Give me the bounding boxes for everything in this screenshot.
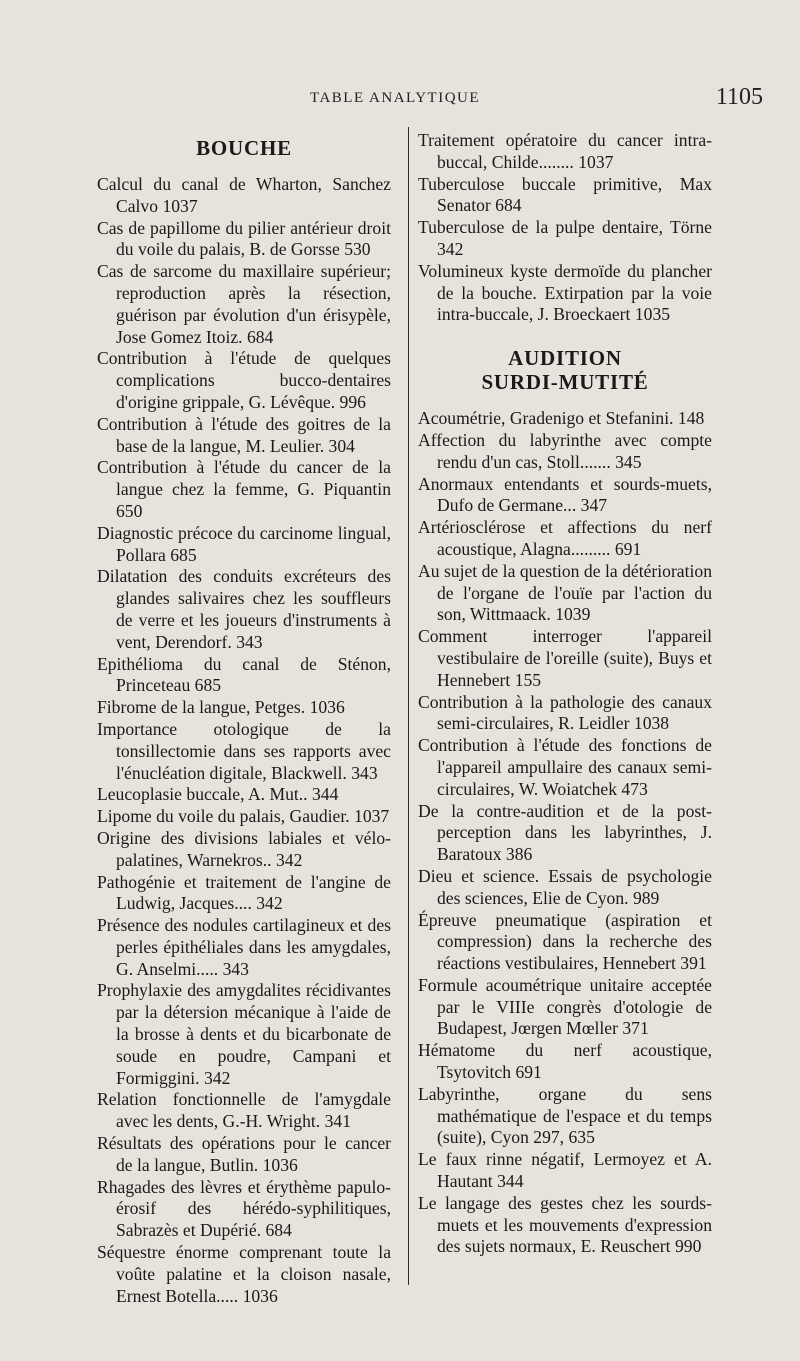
entry-page-number: 386 — [505, 844, 533, 865]
index-entry — [97, 174, 391, 218]
running-head: TABLE ANALYTIQUE — [310, 90, 481, 106]
index-entry — [418, 801, 712, 866]
entry-page-number: 342 — [275, 849, 303, 870]
entry-list-bouche — [97, 174, 391, 1307]
index-entry — [418, 910, 712, 975]
index-entry — [418, 975, 712, 1040]
entry-page-number: 1037 — [162, 195, 198, 216]
index-entry — [97, 697, 391, 719]
entry-text: Prophylaxie des amygdalites récidivantes par la détersion mécanique à l'aide de la brosse à dents et du bicarbonate de soude en poudre, Campani et Formiggini. — [97, 980, 391, 1088]
entry-text: Importance otologique de la tonsillectomie dans ses rapports avec l'énucléation digitale, Blackwell. — [97, 718, 391, 783]
entry-text: Tuberculose buccale primitive, Max Senator — [418, 173, 712, 216]
entry-text: Formule acoumétrique unitaire acceptée par le VIIIe congrès d'otologie de Budapest, Jœrgen Mœller — [418, 974, 712, 1039]
index-entry — [418, 261, 712, 326]
entry-text: Diagnostic précoce du carcinome lingual, Pollara — [97, 522, 391, 565]
entry-text: Résultats des opérations pour le cancer de la langue, Butlin. — [97, 1133, 391, 1175]
entry-text: Dilatation des conduits excréteurs des glandes salivaires chez les souffleurs de verre et les joueurs d'instruments à vent, Derendorf. — [97, 566, 391, 652]
index-entry — [97, 784, 391, 806]
entry-text: Cas de papillome du pilier antérieur droit du voile du palais, B. de Gorsse — [97, 217, 391, 260]
entry-page-number: 1038 — [633, 713, 670, 734]
entry-page-number: 990 — [674, 1236, 702, 1257]
index-entry — [418, 866, 712, 910]
column-divider — [408, 127, 409, 1285]
entry-text: Calcul du canal de Wharton, Sanchez Calvo — [97, 174, 391, 216]
index-entry — [97, 1177, 391, 1242]
index-entry — [97, 414, 391, 458]
index-entry — [97, 348, 391, 413]
entry-page-number: 650 — [116, 500, 143, 521]
entry-page-number: 473 — [621, 778, 648, 799]
index-entry — [97, 1242, 391, 1307]
index-entry — [418, 1040, 712, 1084]
entry-text: Le faux rinne négatif, Lermoyez et A. Hautant — [418, 1149, 712, 1192]
entry-text: Relation fonctionnelle de l'amygdale avec les dents, G.-H. Wright. — [97, 1089, 391, 1132]
entry-text: Dieu et science. Essais de psychologie des sciences, Elie de Cyon. — [418, 865, 712, 908]
entry-page-number: 1037 — [354, 806, 390, 827]
entry-text: Artériosclérose et affections du nerf acoustique, Alagna......... — [418, 517, 712, 559]
entry-page-number: 1036 — [309, 697, 345, 718]
entry-page-number: 996 — [339, 391, 366, 412]
entry-text: Traitement opératoire du cancer intra-buccal, Childe........ — [418, 130, 712, 172]
index-entry — [418, 474, 712, 518]
entry-page-number: 297, 635 — [533, 1127, 595, 1148]
entry-page-number: 1036 — [242, 1285, 278, 1306]
index-entry — [418, 130, 712, 174]
entry-page-number: 304 — [328, 435, 355, 456]
index-entry — [418, 1084, 712, 1149]
entry-text: Contribution à l'étude du cancer de la langue chez la femme, G. Piquantin — [97, 457, 391, 500]
entry-page-number: 691 — [614, 538, 642, 559]
entry-page-number: 684 — [495, 195, 522, 216]
entry-page-number: 347 — [580, 495, 608, 516]
entry-page-number: 530 — [344, 239, 371, 260]
section-heading-bouche: BOUCHE — [196, 136, 292, 160]
index-entry — [418, 561, 712, 626]
entry-text: Epithélioma du canal de Sténon, Princeteau — [97, 653, 391, 696]
entry-page-number: 342 — [437, 238, 464, 259]
entry-page-number: 371 — [622, 1018, 649, 1039]
index-entry — [418, 517, 712, 561]
index-entry — [97, 523, 391, 567]
index-entry — [97, 457, 391, 522]
index-entry — [97, 915, 391, 980]
index-entry — [418, 217, 712, 261]
entry-page-number: 1036 — [262, 1154, 298, 1175]
entry-text: Volumineux kyste dermoïde du plancher de la bouche. Extirpation par la voie intra-buccale, J. Broeckaert — [418, 260, 712, 325]
entry-text: Hématome du nerf acoustique, Tsytovitch — [418, 1040, 712, 1083]
entry-text: Épreuve pneumatique (aspiration et compression) dans la recherche des réactions vestibulaires, Hennebert — [418, 909, 712, 974]
entry-text: Le langage des gestes chez les sourds-muets et les mouvements d'expression des sujets normaux, E. Reuschert — [418, 1192, 712, 1257]
index-entry — [97, 566, 391, 653]
entry-text: Acoumétrie, Gradenigo et Stefanini. — [418, 408, 674, 429]
index-entry — [97, 806, 391, 828]
entry-page-number: 343 — [222, 958, 249, 979]
entry-page-number: 148 — [677, 408, 705, 429]
entry-text: Contribution à l'étude des goitres de la base de la langue, M. Leulier. — [97, 413, 391, 456]
heading-line: AUDITION — [508, 346, 622, 371]
entry-text: Cas de sarcome du maxillaire supérieur; reproduction après la résection, guérison par évolution d'un érisypèle, Jose Gomez Itoiz. — [97, 261, 391, 347]
index-entry — [97, 1089, 391, 1133]
entry-page-number: 341 — [324, 1111, 351, 1132]
index-entry — [418, 692, 712, 736]
index-entry — [97, 828, 391, 872]
entry-page-number: 1035 — [634, 304, 671, 325]
index-entry — [418, 1149, 712, 1193]
heading-line: SURDI-MUTITÉ — [481, 370, 649, 395]
entry-text: Au sujet de la question de la détérioration de l'organe de l'ouïe par l'action du son, Wittmaack. — [418, 560, 712, 625]
index-entry — [97, 872, 391, 916]
entry-page-number: 345 — [615, 451, 642, 472]
index-entry — [97, 980, 391, 1089]
entry-text: Séquestre énorme comprenant toute la voûte palatine et la cloison nasale, Ernest Botella..... — [97, 1242, 391, 1306]
entry-list-audition — [418, 408, 712, 1258]
entry-page-number: 391 — [680, 953, 707, 974]
entry-text: Présence des nodules cartilagineux et des perles épithéliales dans les amygdales, G. Anselmi..... — [97, 915, 391, 979]
entry-text: Pathogénie et traitement de l'angine de Ludwig, Jacques.... — [97, 871, 391, 914]
entry-text: Labyrinthe, organe du sens mathématique de l'espace et du temps (suite), Cyon — [418, 1083, 712, 1148]
index-entry — [97, 1133, 391, 1177]
entry-text: Comment interroger l'appareil vestibulaire de l'oreille (suite), Buys et Hennebert — [418, 626, 712, 690]
entry-text: Fibrome de la langue, Petges. — [97, 697, 306, 718]
index-entry — [97, 719, 391, 784]
entry-text: Leucoplasie buccale, A. Mut.. — [97, 784, 308, 805]
entry-text: Origine des divisions labiales et vélo-palatines, Warnekros.. — [97, 827, 391, 870]
entry-page-number: 343 — [236, 631, 263, 652]
index-entry — [418, 735, 712, 800]
left-column — [97, 130, 391, 1307]
index-entry — [418, 174, 712, 218]
entry-text: Contribution à l'étude des fonctions de l'appareil ampullaire des canaux semi-circulaires, W. Woiatchek — [418, 735, 712, 799]
right-column — [418, 130, 712, 1258]
index-entry — [418, 408, 712, 430]
index-entry — [97, 218, 391, 262]
entry-page-number: 342 — [204, 1067, 231, 1088]
entry-page-number: 155 — [514, 669, 542, 690]
entry-text: Anormaux entendants et sourds-muets, Dufo de Germane... — [418, 473, 712, 516]
entry-text: Rhagades des lèvres et érythème papulo-érosif des hérédo-syphilitiques, Sabrazès et Dupérié. — [97, 1176, 391, 1241]
entry-page-number: 343 — [351, 762, 378, 783]
section-heading-audition — [418, 346, 712, 394]
entry-text: De la contre-audition et de la post-perception dans les labyrinthes, J. Baratoux — [418, 800, 712, 865]
entry-page-number: 684 — [246, 326, 274, 347]
entry-page-number: 989 — [632, 887, 660, 908]
entry-page-number: 685 — [194, 675, 222, 696]
entry-page-number: 1039 — [555, 604, 591, 625]
index-entry — [97, 261, 391, 348]
index-entry — [97, 654, 391, 698]
entry-list-bouche-continued — [418, 130, 712, 326]
entry-text: Contribution à la pathologie des canaux semi-circulaires, R. Leidler — [418, 691, 712, 734]
entry-text: Affection du labyrinthe avec compte rendu d'un cas, Stoll....... — [418, 429, 712, 472]
entry-page-number: 691 — [515, 1062, 542, 1083]
index-entry — [418, 1193, 712, 1258]
entry-page-number: 342 — [256, 893, 283, 914]
entry-page-number: 344 — [311, 784, 339, 805]
index-entry — [418, 626, 712, 691]
index-entry — [418, 430, 712, 474]
entry-text: Lipome du voile du palais, Gaudier. — [97, 806, 350, 827]
page-number: 1105 — [715, 84, 763, 110]
entry-text: Tuberculose de la pulpe dentaire, Törne — [418, 217, 712, 238]
entry-page-number: 685 — [170, 544, 197, 565]
entry-page-number: 1037 — [578, 151, 614, 172]
entry-page-number: 344 — [497, 1171, 524, 1192]
entry-text: Contribution à l'étude de quelques complications bucco-dentaires d'origine grippale, G. Lévêque. — [97, 348, 391, 412]
entry-page-number: 684 — [265, 1220, 292, 1241]
